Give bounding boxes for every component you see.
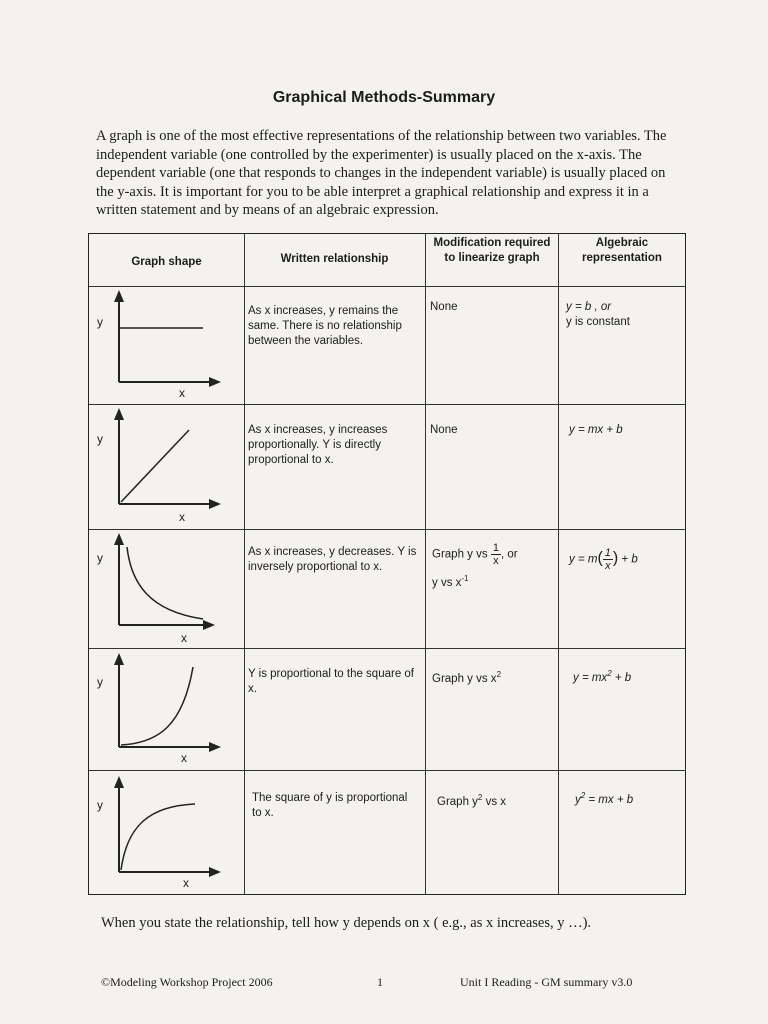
summary-table — [88, 233, 686, 895]
row-divider — [89, 286, 685, 287]
column-divider — [558, 234, 559, 894]
modification-text: None — [430, 424, 458, 436]
x-axis-label: x — [179, 510, 185, 524]
graph-constant — [97, 290, 237, 400]
y-axis-label: y — [97, 432, 103, 446]
algebraic-expression: y = b , or y is constant — [566, 301, 630, 328]
written-relationship: As x increases, y decreases. Y is inversely proportional to x. — [248, 546, 417, 573]
modification-text: None — [430, 301, 458, 313]
algebraic-expression: $y^2$ = mx + b — [575, 791, 634, 806]
algebraic-expression: y = m( $\frac{1}{x}$ ) + b — [569, 547, 638, 572]
column-divider — [425, 234, 426, 894]
algebraic-expression: y = mx + b — [569, 424, 623, 436]
row-divider — [89, 529, 685, 530]
y-axis-label: y — [97, 315, 103, 329]
fraction: $\frac{1}{x}$ — [604, 547, 611, 572]
x-axis-label: x — [181, 751, 187, 765]
intro-paragraph: A graph is one of the most effective representations of the relationship between two variables. The independent variable (one controlled by the experimenter) is usually placed on the x-axis. The dependent variable (one that responds to changes in the independent variable) is usually placed on the y-axis. It is important for you to be able interpret a graphical relationship and express it in a written statement and by means of an algebraic expression. — [96, 128, 667, 218]
footer-copyright: ©Modeling Workshop Project 2006 — [101, 975, 273, 989]
row-divider — [89, 770, 685, 771]
header-algebraic: Algebraic representation — [582, 237, 662, 264]
footer-unit-label: Unit I Reading - GM summary v3.0 — [460, 975, 633, 989]
written-relationship: As x increases, y increases proportionally. Y is directly proportional to x. — [248, 424, 388, 466]
fraction: $\frac{1}{x}$ — [492, 542, 499, 567]
header-modification: Modification required to linearize graph — [433, 237, 551, 264]
modification-text: Graph $y^2$ vs x — [437, 793, 507, 808]
written-relationship: The square of y is proportional to x. — [252, 792, 408, 819]
written-relationship: As x increases, y remains the same. There is no relationship between the variables. — [248, 305, 402, 347]
modification-text: Graph y vs $\frac{1}{x}$ , or y vs $x^{-1}$ — [432, 542, 518, 589]
graph-quadratic — [97, 653, 237, 769]
row-divider — [89, 404, 685, 405]
x-axis-label: x — [179, 386, 185, 400]
header-written-relationship: Written relationship — [280, 253, 389, 265]
y-axis-label: y — [97, 551, 103, 565]
x-axis-label: x — [183, 876, 189, 890]
y-axis-label: y — [97, 675, 103, 689]
x-axis-label: x — [181, 631, 187, 645]
graph-linear — [97, 408, 237, 526]
graph-square-root — [97, 776, 237, 892]
header-graph-shape: Graph shape — [131, 256, 202, 268]
y-axis-label: y — [97, 798, 103, 812]
closing-note: When you state the relationship, tell how y depends on x ( e.g., as x increases, y …). — [101, 915, 592, 931]
column-divider — [244, 234, 245, 894]
modification-text: Graph y vs $x^2$ — [432, 670, 502, 685]
graph-inverse — [97, 533, 237, 645]
written-relationship: Y is proportional to the square of x. — [248, 668, 415, 695]
page-title: Graphical Methods-Summary — [272, 89, 496, 106]
footer-page-number: 1 — [377, 975, 383, 989]
row-divider — [89, 648, 685, 649]
algebraic-expression: $y = mx^2 + b$ — [573, 669, 632, 684]
